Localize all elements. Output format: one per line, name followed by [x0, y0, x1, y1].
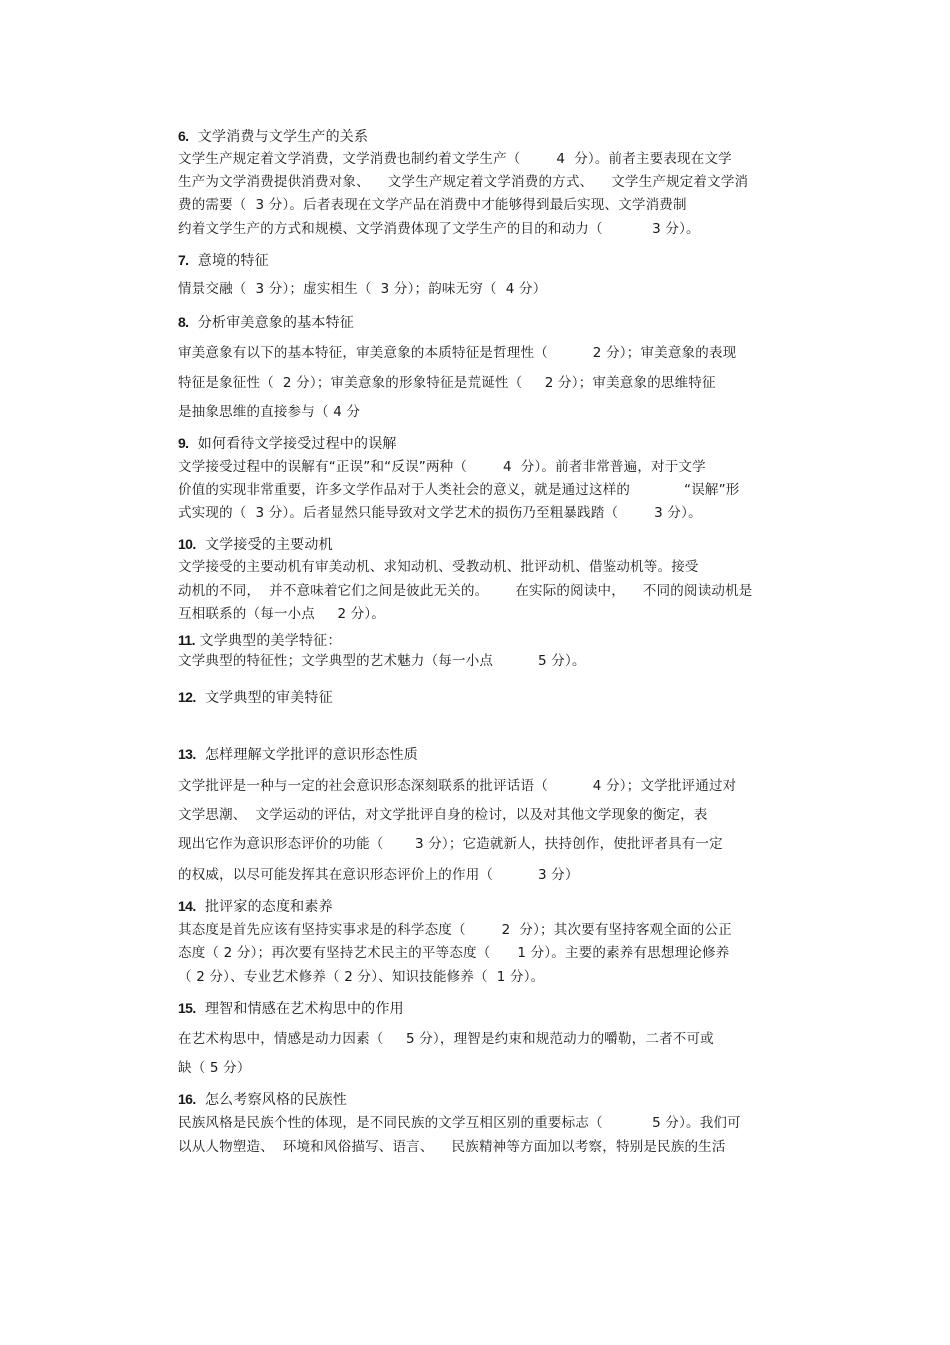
section-14-number: 14.	[178, 898, 196, 914]
section-10-line-2: 动机的不同， 并不意味着它们之间是彼此无关的。 在实际的阅读中， 不同的阅读动机是	[178, 583, 753, 599]
section-15-number: 15.	[178, 1000, 196, 1016]
section-8-line-3: 是抽象思维的直接参与（ 4 分	[178, 404, 361, 420]
section-11-heading	[178, 631, 342, 650]
section-14-line-2: 态度（ 2 分）；再次要有坚持艺术民主的平等态度（ 1 分）。主要的素养有思想理论修养	[178, 945, 730, 961]
section-13-heading	[178, 745, 418, 764]
section-7-title: 意境的特征	[197, 253, 269, 269]
section-16-heading	[178, 1090, 347, 1109]
section-10-heading	[178, 535, 333, 554]
section-9-line-1: 文学接受过程中的误解有“正误”和“反误”两种（ 4 分）。前者非常普遍，对于文学	[178, 459, 706, 475]
section-16-title: 怎么考察风格的民族性	[204, 1092, 347, 1108]
section-12-title: 文学典型的审美特征	[204, 690, 333, 706]
section-9-line-3: 式实现的（ 3 分）。后者显然只能导致对文学艺术的损伤乃至粗暴践踏（ 3 分）。	[178, 505, 702, 521]
section-10-number: 10.	[178, 536, 196, 552]
section-7-number: 7.	[178, 252, 189, 268]
section-6-line-2: 生产为文学消费提供消费对象、 文学生产规定着文学消费的方式、 文学生产规定着文学消	[178, 174, 749, 190]
section-12-heading	[178, 688, 333, 707]
section-11-line-1: 文学典型的特征性；文学典型的艺术魅力（每一小点 5 分）。	[178, 653, 586, 669]
section-13-line-4: 的权威，以尽可能发挥其在意识形态评价上的作用（ 3 分）	[178, 867, 579, 883]
section-9-title: 如何看待文学接受过程中的误解	[197, 436, 397, 452]
section-12-number: 12.	[178, 689, 196, 705]
section-13-line-3: 现出它作为意识形态评价的功能（ 3 分）；它造就新人，扶持创作，使批评者具有一定	[178, 836, 723, 852]
section-9-line-2: 价值的实现非常重要，许多文学作品对于人类社会的意义，就是通过这样的 “误解”形	[178, 482, 740, 498]
section-16-line-2: 以从人物塑造、 环境和风俗描写、语言、 民族精神等方面加以考察，特别是民族的生活	[178, 1139, 726, 1155]
section-6-number: 6.	[178, 128, 189, 144]
section-8-heading	[178, 313, 354, 332]
section-14-title: 批评家的态度和素养	[204, 899, 333, 915]
section-8-line-2: 特征是象征性（ 2 分）；审美意象的形象特征是荒诞性（ 2 分）；审美意象的思维特征	[178, 375, 716, 391]
section-15-heading	[178, 999, 404, 1018]
section-14-line-1: 其态度是首先应该有坚持实事求是的科学态度（ 2 分）；其次要有坚持客观全面的公正	[178, 922, 732, 938]
section-10-line-3: 互相联系的（每一小点 2 分）。	[178, 606, 386, 622]
section-13-number: 13.	[178, 746, 196, 762]
section-6-line-1: 文学生产规定着文学消费，文学消费也制约着文学生产（ 4 分）。前者主要表现在文学	[178, 151, 732, 167]
section-8-title: 分析审美意象的基本特征	[197, 315, 354, 331]
section-8-number: 8.	[178, 314, 189, 330]
section-9-number: 9.	[178, 435, 189, 451]
section-7-heading	[178, 251, 269, 270]
section-13-title: 怎样理解文学批评的意识形态性质	[204, 747, 418, 763]
section-15-line-2: 缺（ 5 分）	[178, 1060, 251, 1076]
section-7-line-1: 情景交融（ 3 分）；虚实相生（ 3 分）；韵味无穷（ 4 分）	[178, 281, 547, 297]
section-11-number: 11.	[178, 632, 195, 648]
section-10-line-1: 文学接受的主要动机有审美动机、求知动机、受教动机、批评动机、借鉴动机等。接受	[178, 559, 699, 575]
section-13-line-2: 文学思潮、 文学运动的评估，对文学批评自身的检讨，以及对其他文学现象的衡定，表	[178, 807, 708, 823]
section-8-line-1: 审美意象有以下的基本特征，审美意象的本质特征是哲理性（ 2 分）；审美意象的表现	[178, 345, 737, 361]
section-14-line-3: （ 2 分）、专业艺术修养（ 2 分）、知识技能修养（ 1 分）。	[178, 969, 545, 985]
section-11-title: 文学典型的美学特征：	[199, 633, 342, 649]
section-16-number: 16.	[178, 1091, 196, 1107]
section-15-line-1: 在艺术构思中，情感是动力因素（ 5 分），理智是约束和规范动力的嚼勒，二者不可或	[178, 1031, 714, 1047]
section-10-title: 文学接受的主要动机	[204, 537, 333, 553]
section-9-heading	[178, 434, 397, 453]
section-15-title: 理智和情感在艺术构思中的作用	[204, 1001, 404, 1017]
section-6-line-3: 费的需要（ 3 分）。后者表现在文学产品在消费中才能够得到最后实现、文学消费制	[178, 197, 687, 213]
section-6-line-4: 约着文学生产的方式和规模、文学消费体现了文学生产的目的和动力（ 3 分）。	[178, 221, 700, 237]
section-16-line-1: 民族风格是民族个性的体现，是不同民族的文学互相区别的重要标志（ 5 分）。我们可	[178, 1115, 741, 1131]
section-6-title: 文学消费与文学生产的关系	[197, 129, 369, 145]
section-14-heading	[178, 897, 333, 916]
section-13-line-1: 文学批评是一种与一定的社会意识形态深刻联系的批评话语（ 4 分）；文学批评通过对	[178, 778, 737, 794]
section-6-heading	[178, 127, 368, 146]
